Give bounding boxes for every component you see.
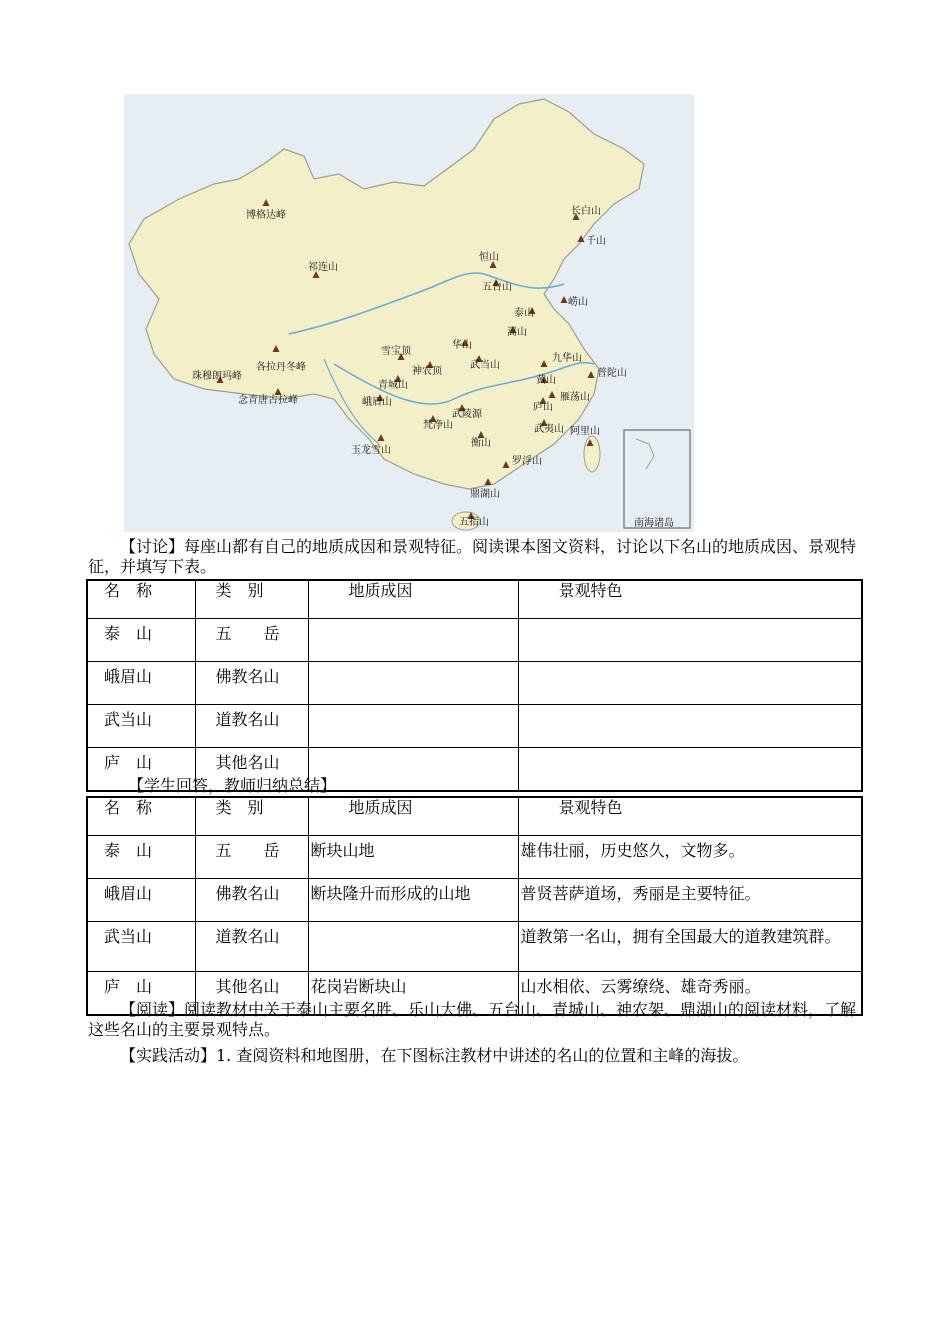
table-row [87,922,862,972]
mountain-label: 千山 [586,236,606,247]
mountain-label: 武陵源 [452,409,482,420]
practice-text: 【实践活动】1. 查阅资料和地图册，在下图标注教材中讲述的名山的位置和主峰的海拔。 [120,1046,749,1065]
mountain-label: 九华山 [552,353,582,364]
cell-category: 佛教名山 [195,662,308,705]
cell-category: 佛教名山 [195,879,308,922]
mountain-label: 崂山 [568,297,588,308]
mountain-label: 梵净山 [423,420,453,431]
mountain-label: 五台山 [482,282,512,293]
mountain-label: 武当山 [470,360,500,371]
header-name: 名 称 [87,580,195,619]
table-row [87,879,862,922]
mountain-label: 恒山 [479,252,499,263]
cell-geology: 断块隆升而形成的山地 [308,879,518,922]
cell-category: 其他名山 [195,748,308,792]
cell-name: 庐 山 [87,972,195,1016]
cell-geology[interactable] [308,662,518,705]
header-name: 名 称 [87,797,195,836]
table-blank [86,579,863,792]
cell-category: 五 岳 [195,836,308,879]
cell-name: 峨眉山 [87,662,195,705]
cell-geology: 断块山地 [308,836,518,879]
cell-name: 武当山 [87,922,195,972]
mountain-label: 五指山 [459,517,489,528]
cell-name: 武当山 [87,705,195,748]
cell-geology[interactable] [308,705,518,748]
map-svg [124,94,694,532]
mountain-label: 衡山 [471,438,491,449]
cell-category: 道教名山 [195,705,308,748]
mountain-label: 泰山 [514,308,534,319]
header-geology: 地质成因 [308,580,518,619]
cell-name: 泰 山 [87,619,195,662]
table-header-row [87,797,862,836]
header-landscape: 景观特色 [518,797,862,836]
cell-geology [308,922,518,972]
header-landscape: 景观特色 [518,580,862,619]
cell-name: 峨眉山 [87,879,195,922]
cell-landscape[interactable] [518,619,862,662]
header-geology: 地质成因 [308,797,518,836]
cell-name: 泰 山 [87,836,195,879]
mountain-label: 鼎湖山 [470,489,500,500]
cell-category: 道教名山 [195,922,308,972]
mountain-label: 庐山 [533,402,553,413]
cell-geology[interactable] [308,619,518,662]
table-header-row [87,580,862,619]
table-answers [86,796,863,1016]
mountain-label: 念青唐古拉峰 [238,395,298,406]
cell-category: 其他名山 [195,972,308,1016]
mountain-label: 雁荡山 [560,392,590,403]
mountain-label: 祁连山 [308,262,338,273]
cell-landscape[interactable] [518,705,862,748]
table-row [87,619,862,662]
mountain-label: 华山 [452,340,472,351]
cell-landscape: 道教第一名山，拥有全国最大的道教建筑群。 [518,922,862,972]
mountain-label: 各拉丹冬峰 [256,362,306,373]
inset-label: 南海诸岛 [634,518,674,529]
mountain-label: 珠穆朗玛峰 [192,371,242,382]
cell-landscape: 普贤菩萨道场，秀丽是主要特征。 [518,879,862,922]
cell-landscape[interactable] [518,662,862,705]
mountain-label: 黄山 [536,375,556,386]
cell-name: 庐 山 [87,748,195,792]
mountain-label: 神农顶 [412,366,442,377]
cell-landscape: 山水相依、云雾缭绕、雄奇秀丽。 [518,972,862,1016]
discussion-text: 【讨论】每座山都有自己的地质成因和景观特征。阅读课本图文资料，讨论以下名山的地质成因、景观特征，并填写下表。 [88,537,857,576]
header-category: 类 别 [195,797,308,836]
mountain-label: 长白山 [571,206,601,217]
cell-landscape: 雄伟壮丽，历史悠久，文物多。 [518,836,862,879]
mountain-label: 普陀山 [597,368,627,379]
table-row [87,836,862,879]
mountain-label: 青城山 [378,380,408,391]
mountain-label: 博格达峰 [246,210,286,221]
mountain-label: 峨眉山 [362,397,392,408]
mountain-label: 玉龙雪山 [351,445,391,456]
reading-text: 【阅读】阅读教材中关于泰山主要名胜、乐山大佛、五台山、青城山、神农架、鼎湖山的阅读材料，了解这些名山的主要景观特点。 [88,1000,857,1039]
table-row [87,662,862,705]
mountain-label: 罗浮山 [512,456,542,467]
china-famous-mountains-map [124,94,694,532]
mountain-label: 雪宝顶 [381,346,411,357]
mountain-label: 武夷山 [534,424,564,435]
cell-category: 五 岳 [195,619,308,662]
mountain-label: 嵩山 [507,327,527,338]
summary-title: 【学生回答，教师归纳总结】 [128,776,337,795]
cell-geology: 花岗岩断块山 [308,972,518,1016]
mountain-label: 阿里山 [570,426,600,437]
table-row [87,705,862,748]
header-category: 类 别 [195,580,308,619]
